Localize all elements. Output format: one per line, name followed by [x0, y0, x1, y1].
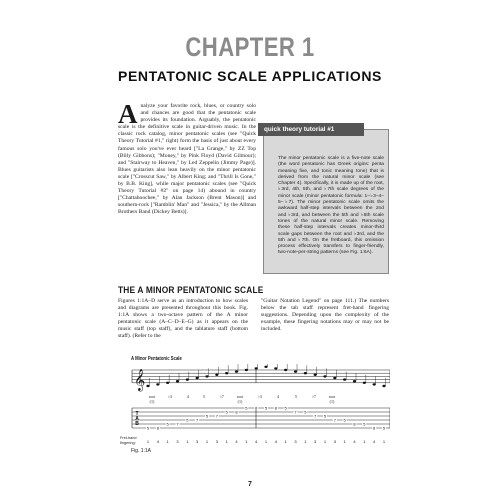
fingering-number: 1 — [245, 439, 248, 444]
fingering-number: 1 — [382, 439, 386, 444]
tab-clef-letter: T — [135, 411, 139, 417]
fingering-number: 4 — [156, 439, 159, 444]
note-head — [196, 377, 199, 379]
tab-fret-number: 7 — [333, 417, 336, 423]
fingering-number: 1 — [284, 439, 287, 444]
fingering-label-line2: fingering: — [120, 441, 136, 445]
scale-degree: root — [236, 394, 244, 399]
tab-clef-letter: A — [135, 416, 139, 422]
fingering-number: 3 — [294, 439, 297, 444]
note-head — [245, 369, 248, 371]
tab-fret-number: 7 — [176, 421, 179, 427]
tab-fret-number: 7 — [215, 413, 218, 419]
fingering-number: 4 — [274, 439, 277, 444]
fingering-number: 1 — [146, 439, 150, 444]
fingering-number: 1 — [363, 439, 366, 444]
tab-fret-number: 7 — [314, 413, 317, 419]
tab-clef — [135, 411, 139, 427]
scale-degree: (1) — [237, 399, 243, 404]
tab-fret-number: 8 — [353, 421, 356, 427]
tab-fret-number: 5 — [304, 409, 307, 415]
scale-degree: 4 — [277, 394, 279, 399]
scale-degree: 5 — [295, 394, 297, 399]
treble-clef-icon: 𝄞 — [134, 369, 146, 391]
note-head — [314, 374, 317, 376]
fingering-number: 3 — [215, 439, 218, 444]
scale-degree: 4 — [187, 394, 189, 399]
note-head — [235, 370, 238, 372]
tab-fret-number: 5 — [363, 421, 366, 427]
note-head — [353, 380, 356, 382]
note-head — [166, 382, 169, 384]
music-staff — [132, 370, 390, 383]
tab-fret-number: 8 — [373, 425, 376, 431]
scale-degree-labels — [149, 394, 336, 404]
sidebar-title: quick theory tutorial #1 — [258, 123, 364, 136]
tab-fret-number: 5 — [343, 417, 346, 423]
note-head — [186, 378, 189, 380]
scale-degree: ♭7 — [312, 394, 316, 399]
note-head — [264, 366, 267, 368]
scale-degree: (1) — [329, 399, 335, 404]
scale-degree: ♭3 — [258, 394, 262, 399]
fingering-number: 1 — [323, 439, 327, 444]
tab-fret-number: 5 — [323, 413, 327, 419]
fingering-number: 1 — [205, 439, 209, 444]
note-head — [225, 372, 228, 374]
fingering-number: 1 — [304, 439, 307, 444]
scale-degree: ♭7 — [220, 394, 224, 399]
section-text-col1: Figures 1:1A–D serve as an introduction to how scales and diagrams are presented throughout this book. Fig. 1:1A shows a two-octave pattern of the A minor pentatonic scale (A–C–D–E–G) as it appears on the music staff (top staff), and the tablature staff (bottom staff). (Refer to the — [118, 298, 248, 340]
drop-cap: A — [118, 99, 138, 129]
note-head — [373, 383, 376, 385]
note-head — [255, 367, 258, 369]
tab-fret-number: 8 — [255, 405, 258, 411]
fingering-numbers — [147, 439, 386, 444]
scale-degree: root — [148, 394, 156, 399]
chapter-title: PENTATONIC SCALE APPLICATIONS — [118, 68, 382, 84]
note-head — [333, 377, 336, 379]
scale-degree: ♭3 — [168, 394, 172, 399]
fingering-number: 3 — [196, 439, 199, 444]
fingering-number: 1 — [225, 439, 228, 444]
fingering-number: 4 — [255, 439, 258, 444]
scale-degree: 5 — [203, 394, 205, 399]
note-head — [284, 369, 287, 371]
intro-text: nalyze your favorite rock, blues, or country solo and chances are good that the pentatonic scale provides its foundation. Arguably, the pentatonic scale is the definitive scale in guitar-driven music. In the classic rock catalog, minor pentatonic scales (see "Quick Theory Tutorial #1," right) form the basis of just about every famous solo you've ever heard ["La Grange," by ZZ Top (Billy Gibbons); "Money," by Pink Floyd (David Gilmour); and "Stairway to Heaven," by Led Zeppelin (Jimmy Page)]. Blues guitarists also lean heavily on the minor pentatonic scale ["Crosscut Saw," by Albert King; and "Thrill Is Gone," by B.B. King], while major pentatonic scales (see "Quick Theory Tutorial #2" on page 14) abound in country ["Chattahoochee," by Alan Jackson (Brent Mason)] and southern-rock ["Ramblin' Man" and "Jessica," by the Allman Brothers Band (Dickey Betts)]. — [118, 103, 256, 216]
tab-staff — [132, 408, 390, 431]
fingering-number: 1 — [264, 439, 268, 444]
fingering-number: 4 — [235, 439, 238, 444]
scale-degree: root — [328, 394, 336, 399]
note-head — [304, 372, 307, 374]
note-head — [176, 380, 179, 382]
tab-fret-number: 5 — [225, 409, 228, 415]
tab-fret-number: 5 — [205, 413, 209, 419]
notation-figure — [118, 364, 390, 446]
fingering-number: 1 — [166, 439, 169, 444]
tab-fret-number: 5 — [284, 405, 287, 411]
staff-notes — [146, 364, 385, 387]
fingering-number: 1 — [186, 439, 189, 444]
figure-title: A Minor Pentatonic Scale — [131, 356, 182, 362]
note-head — [294, 370, 297, 372]
figure-number: Fig. 1:1A — [131, 448, 152, 454]
fingering-number: 1 — [343, 439, 346, 444]
fingering-number: 4 — [373, 439, 376, 444]
fingering-number: 4 — [353, 439, 356, 444]
tab-fret-number: 8 — [235, 409, 238, 415]
fingering-number: 3 — [333, 439, 336, 444]
note-head — [156, 383, 159, 385]
note-head — [323, 375, 326, 377]
intro-paragraph — [118, 99, 256, 217]
note-head — [215, 374, 218, 376]
tab-fret-number: 8 — [156, 425, 159, 431]
tab-fret-number: 8 — [274, 405, 277, 411]
fingering-number: 3 — [176, 439, 179, 444]
page-number: 7 — [248, 481, 252, 488]
tab-fret-number: 7 — [196, 417, 199, 423]
note-head — [274, 367, 277, 369]
tab-fret-number: 7 — [294, 409, 297, 415]
tab-clef-letter: B — [135, 421, 139, 427]
tab-fret-number: 5 — [264, 405, 268, 411]
scale-degree: (1) — [149, 399, 155, 404]
fingering-label-line1: Fret-hand — [120, 436, 137, 440]
section-text-col2: "Guitar Notation Legend" on page 111.) The numbers below the tab staff represent fret-hand fingering suggestions. Depending upon the complexity of the example, these fingering notations may or may not be included. — [261, 298, 389, 333]
note-head — [205, 375, 208, 377]
tab-fret-number: 5 — [166, 421, 169, 427]
section-heading: THE A MINOR PENTATONIC SCALE — [118, 285, 264, 296]
note-head — [343, 378, 346, 380]
tab-fret-number: 5 — [146, 425, 150, 431]
chapter-label: CHAPTER 1 — [185, 32, 315, 62]
quick-theory-sidebar — [263, 126, 389, 274]
tab-fret-numbers — [146, 405, 386, 430]
sidebar-text: The minor pentatonic scale is a five-note scale (the word pentatonic has Greek origins: penta meaning five, and tonic meaning tone) that is derived from the natural minor scale (see Chapter 4). Specifically, it is made up of the root, ♭3rd, 4th, 5th, and ♭7th scale degrees of the minor scale (minor pentatonic formula: 1–♭3–4–5–♭7). The minor pentatonic scale omits the awkward half-step intervals between the 2nd and ♭3rd, and between the 5th and ♭6th scale tones of the natural minor scale. Removing these half-step intervals creates minor-third scale gaps between the root and ♭3rd, and the 5th and ♭7th. On the fretboard, this omission process effectively transfers to finger-friendly, two-note-per-string patterns (see Fig. 1:6A). — [278, 156, 384, 256]
fingering-number: 3 — [314, 439, 317, 444]
tab-fret-number: 5 — [186, 417, 189, 423]
tab-fret-number: 5 — [382, 425, 386, 431]
note-head — [146, 385, 149, 387]
note-head — [363, 382, 366, 384]
note-head — [382, 385, 385, 387]
tab-fret-number: 5 — [245, 405, 248, 411]
